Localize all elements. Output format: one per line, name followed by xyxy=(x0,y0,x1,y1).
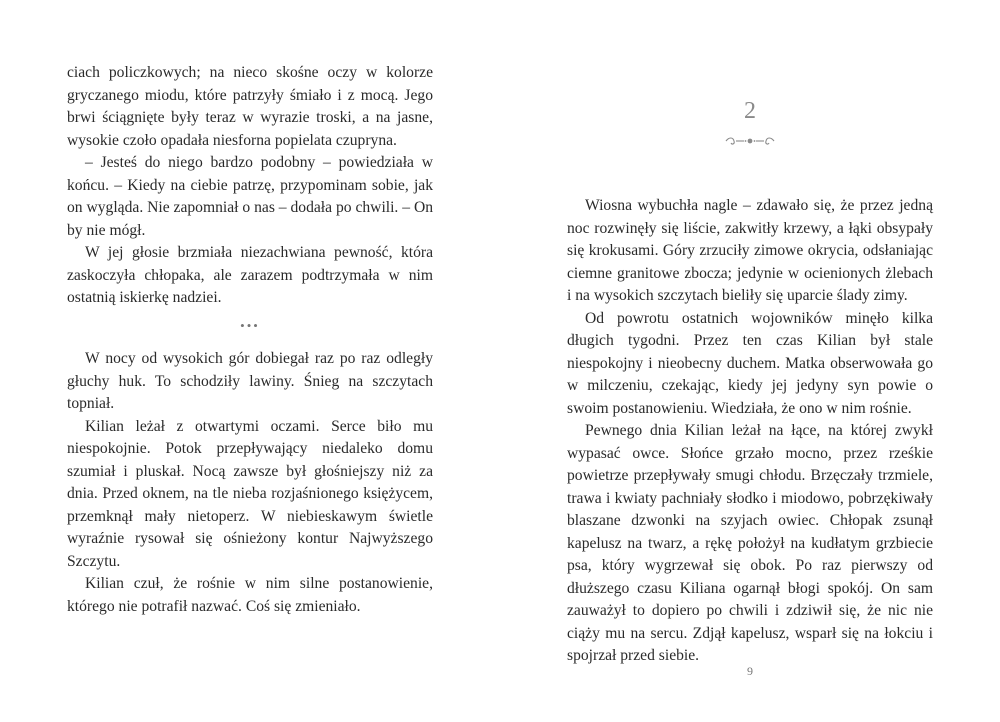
chapter-number: 2 xyxy=(744,98,756,124)
paragraph: Wiosna wybuchła nagle – zdawało się, że przez jedną noc rozwinęły się liście, zakwitły krzewy, a łąki obsypały się krokusami. Góry zrzuciły zimowe okrycia, odsłaniając ciemne granitowe zbocza; jedynie w ocienionych żlebach i na wysokich szczytach bieliły się uparcie ślady zimy. xyxy=(567,197,933,304)
right-page xyxy=(500,0,1000,722)
left-text-block-1 xyxy=(67,62,433,310)
page-number: 9 xyxy=(747,664,753,678)
floral-divider-icon xyxy=(567,134,933,148)
paragraph: – Jesteś do niego bardzo podobny – powiedziała w końcu. – Kiedy na ciebie patrzę, przypominam sobie, jak on wygląda. Nie zapomniał o nas – dodała po chwili. – On by nie mógł. xyxy=(67,154,433,239)
paragraph: Od powrotu ostatnich wojowników minęło kilka długich tygodni. Przez ten czas Kilian był stale niespokojny i nieobecny duchem. Matka obserwowała go w milczeniu, czekając, kiedy jej jedyny syn powie o swoim postanowieniu. Wiedziała, że ono w nim rośnie. xyxy=(567,309,933,417)
paragraph: W nocy od wysokich gór dobiegał raz po raz odległy głuchy huk. To schodziły lawiny. Śnieg na szczytach topniał. xyxy=(67,350,433,412)
three-dots-icon: ••• xyxy=(240,318,260,333)
paragraph: ciach policzkowych; na nieco skośne oczy w kolorze gryczanego miodu, które patrzyły śmiało i z mocą. Jego brwi ściągnięte były teraz w wyrazie troski, a na jasne, wysokie czoło opadała niesforna popielata czupryna. xyxy=(67,64,433,149)
paragraph: W jej głosie brzmiała niezachwiana pewność, która zaskoczyła chłopaka, ale zarazem podtrzymała w nim ostatnią iskierkę nadziei. xyxy=(67,244,433,306)
right-text-block xyxy=(567,195,933,668)
paragraph: Kilian czuł, że rośnie w nim silne postanowienie, którego nie potrafił nazwać. Coś się zmieniało. xyxy=(67,575,433,615)
paragraph: Pewnego dnia Kilian leżał na łące, na której zwykł wypasać owce. Słońce grzało mocno, przez rześkie powietrze przepływały smugi chłodu. Brzęczały trzmiele, trawa i kwiaty pachniały słodko i miodowo, pobrzękiwały blaszane dzwonki na szyjach owiec. Chłopak zsunął kapelusz na twarz, a rękę położył na kudłatym grzbiecie psa, który wygrzewał się obok. Po raz pierwszy od dłuższego czasu Kiliana ogarnął błogi spokój. On sam zauważył to dopiero po chwili i zdziwił się, że nic nie ciąży mu na sercu. Zdjął kapelusz, wsparł się na łokciu i spojrzał przed siebie. xyxy=(567,422,933,664)
paragraph: Kilian leżał z otwartymi oczami. Serce biło mu niespokojnie. Potok przepływający niedaleko domu szumiał i pluskał. Nocą zawsze był głośniejszy niż za dnia. Przed oknem, na tle nieba rozjaśnionego księżycem, przemknął mały nietoperz. W niebieskawym świetle wyraźnie rysował się ośnieżony kontur Najwyższego Szczytu. xyxy=(67,417,433,570)
left-text-block-2 xyxy=(67,348,433,618)
